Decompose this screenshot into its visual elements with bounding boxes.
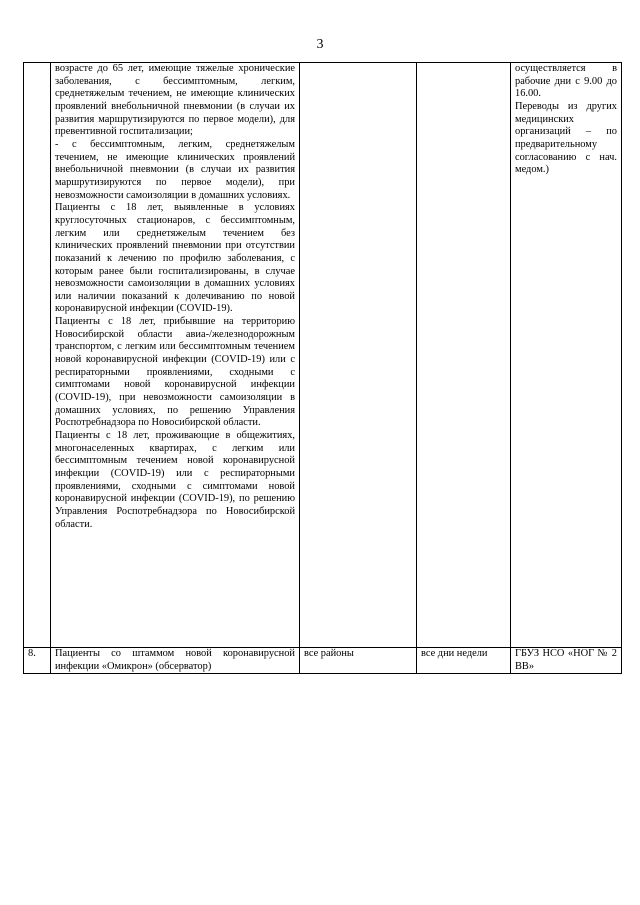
row-number-cell: 8.: [24, 648, 51, 674]
patient-category-cell: Пациенты со штаммом новой коронавирусной инфекции «Омикрон» (обсерватор): [51, 648, 300, 674]
organization-paragraph: Переводы из других медицинских организаций – по предварительному согласованию с нач. медом.): [515, 100, 617, 176]
organization-cell: ГБУЗ НСО «НОГ № 2 ВВ»: [511, 648, 622, 674]
description-paragraph: - с бессимптомным, легким, среднетяжелым течением, не имеющие клинических проявлений внебольничной пневмонии (в случаи их развития маршрутизируются по первое модели), при невозможности самоизоляции в домашних условиях.: [55, 138, 295, 201]
description-paragraph: Пациенты с 18 лет, прибывшие на территорию Новосибирской области авиа-/железнодорожным транспортом, с легким или бессимптомным течением новой коронавирусной инфекции (COVID-19) или с респираторными проявлениями, сходными с симптомами новой коронавирусной инфекции (COVID-19), при невозможности самоизоляции в домашних условиях, по решению Управления Роспотребнадзора по Новосибирской области.: [55, 316, 295, 429]
routing-table: [23, 62, 622, 674]
description-paragraph: Пациенты с 18 лет, проживающие в общежитиях, многонаселенных квартирах, с легким или бессимптомным течением новой коронавирусной инфекции (COVID-19) или с респираторными проявлениями, сходными с симптомами новой коронавирусной инфекции (COVID-19), по решению Управления Роспотребнадзора по Новосибирской области.: [55, 430, 295, 530]
description-paragraph: возрасте до 65 лет, имеющие тяжелые хронические заболевания, с бессимптомным, легким, среднетяжелым течением, не имеющие клинических проявлений внебольничной пневмонии (в случаи их развития маршрутизируются по первое модели), для превентивной госпитализации;: [55, 63, 295, 138]
page-number: 3: [316, 37, 324, 52]
area-cell: [300, 63, 417, 648]
table-row: [24, 63, 622, 648]
days-cell: [417, 63, 511, 648]
organization-cell: [511, 63, 622, 648]
area-cell: все районы: [300, 648, 417, 674]
days-cell: все дни недели: [417, 648, 511, 674]
table-row: [24, 648, 622, 674]
row-number-cell: [24, 63, 51, 648]
patient-category-cell: [51, 63, 300, 648]
organization-paragraph: осуществляется в рабочие дни с 9.00 до 16.00.: [515, 63, 617, 100]
description-paragraph: Пациенты с 18 лет, выявленные в условиях круглосуточных стационаров, с бессимптомным, легким или среднетяжелым течением без клинических проявлений пневмонии при отсутствии показаний к лечению по профилю заболевания, с которым ранее были госпитализированы, в случае невозможности самоизоляции в домашних условиях или наличии показаний к долечиванию по новой коронавирусной инфекции (COVID-19).: [55, 202, 295, 315]
